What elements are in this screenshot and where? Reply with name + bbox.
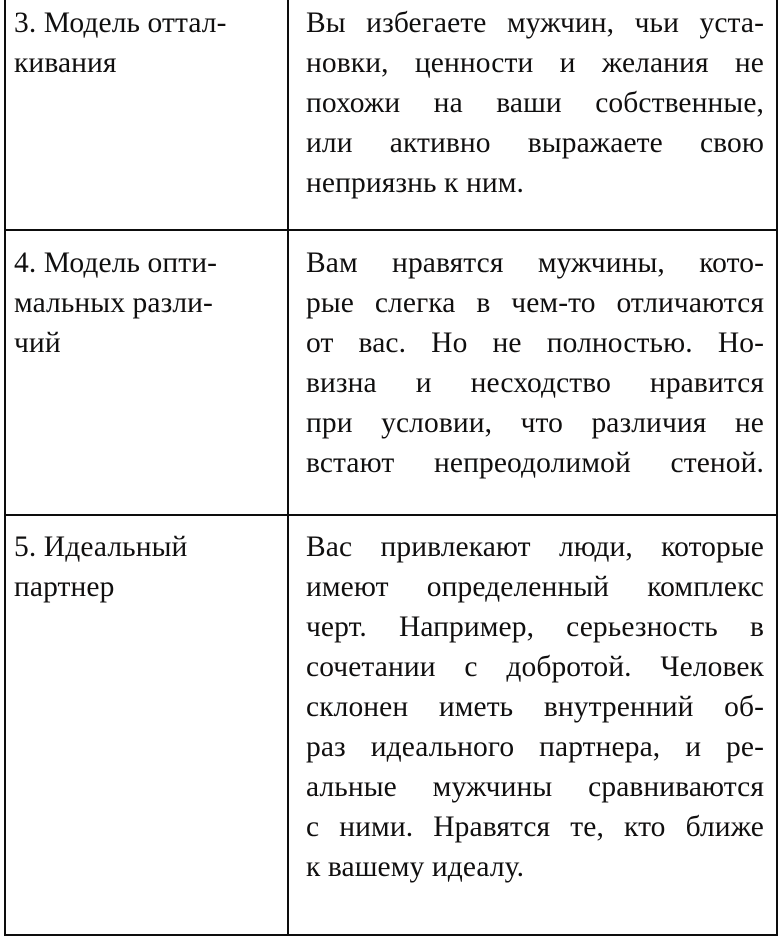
text-line: неприязнь к ним. <box>306 167 524 199</box>
text-line: кивания <box>14 47 117 79</box>
text-line: черт. Например, серьезность в <box>306 611 764 644</box>
text-line: 4. Модель опти- <box>14 246 218 279</box>
comparison-table <box>4 0 778 936</box>
model-description-3 <box>289 0 776 203</box>
table-row <box>5 230 777 516</box>
text-line: к вашему идеалу. <box>306 851 525 884</box>
text-line: визна и несходство нравится <box>306 366 764 399</box>
table-row <box>5 515 777 935</box>
table-cell-description <box>288 0 777 230</box>
text-line: новки, ценности и желания не <box>306 47 764 79</box>
text-line: склонен иметь внутренний об- <box>306 691 764 724</box>
text-line: 3. Модель оттал- <box>14 7 227 39</box>
model-label-5 <box>6 516 287 607</box>
table-cell-label <box>5 515 288 935</box>
text-line: Вас привлекают люди, которые <box>306 531 764 564</box>
text-line: похожи на ваши собственные, <box>306 87 764 119</box>
table-cell-description <box>288 515 777 935</box>
text-line: Вы избегаете мужчин, чьи уста- <box>306 7 764 39</box>
text-line: альные мужчины сравниваются <box>306 771 764 804</box>
text-line: с ними. Нравятся те, кто ближе <box>306 811 764 844</box>
text-line: от вас. Но не полностью. Но- <box>306 326 764 359</box>
text-line: 5. Идеальный <box>14 531 188 564</box>
table-cell-label <box>5 230 288 516</box>
model-label-3 <box>6 0 287 83</box>
text-line: чий <box>14 326 61 359</box>
text-line: встают непреодолимой стеной. <box>306 446 764 479</box>
table-cell-label <box>5 0 288 230</box>
text-line: имеют определенный комплекс <box>306 571 764 604</box>
table-cell-description <box>288 230 777 516</box>
text-line: партнер <box>14 571 115 604</box>
model-description-4 <box>289 231 776 483</box>
text-line: рые слегка в чем-то отличаются <box>306 286 764 319</box>
text-line: раз идеального партнера, и ре- <box>306 731 764 764</box>
model-label-4 <box>6 231 287 363</box>
model-description-5 <box>289 516 776 887</box>
text-line: мальных разли- <box>14 286 213 319</box>
text-line: сочетании с добротой. Человек <box>306 651 764 684</box>
text-line: Вам нравятся мужчины, кото- <box>306 246 764 279</box>
text-line: или активно выражаете свою <box>306 127 764 159</box>
table-body <box>5 0 777 935</box>
table-row <box>5 0 777 230</box>
text-line: при условии, что различия не <box>306 406 764 439</box>
